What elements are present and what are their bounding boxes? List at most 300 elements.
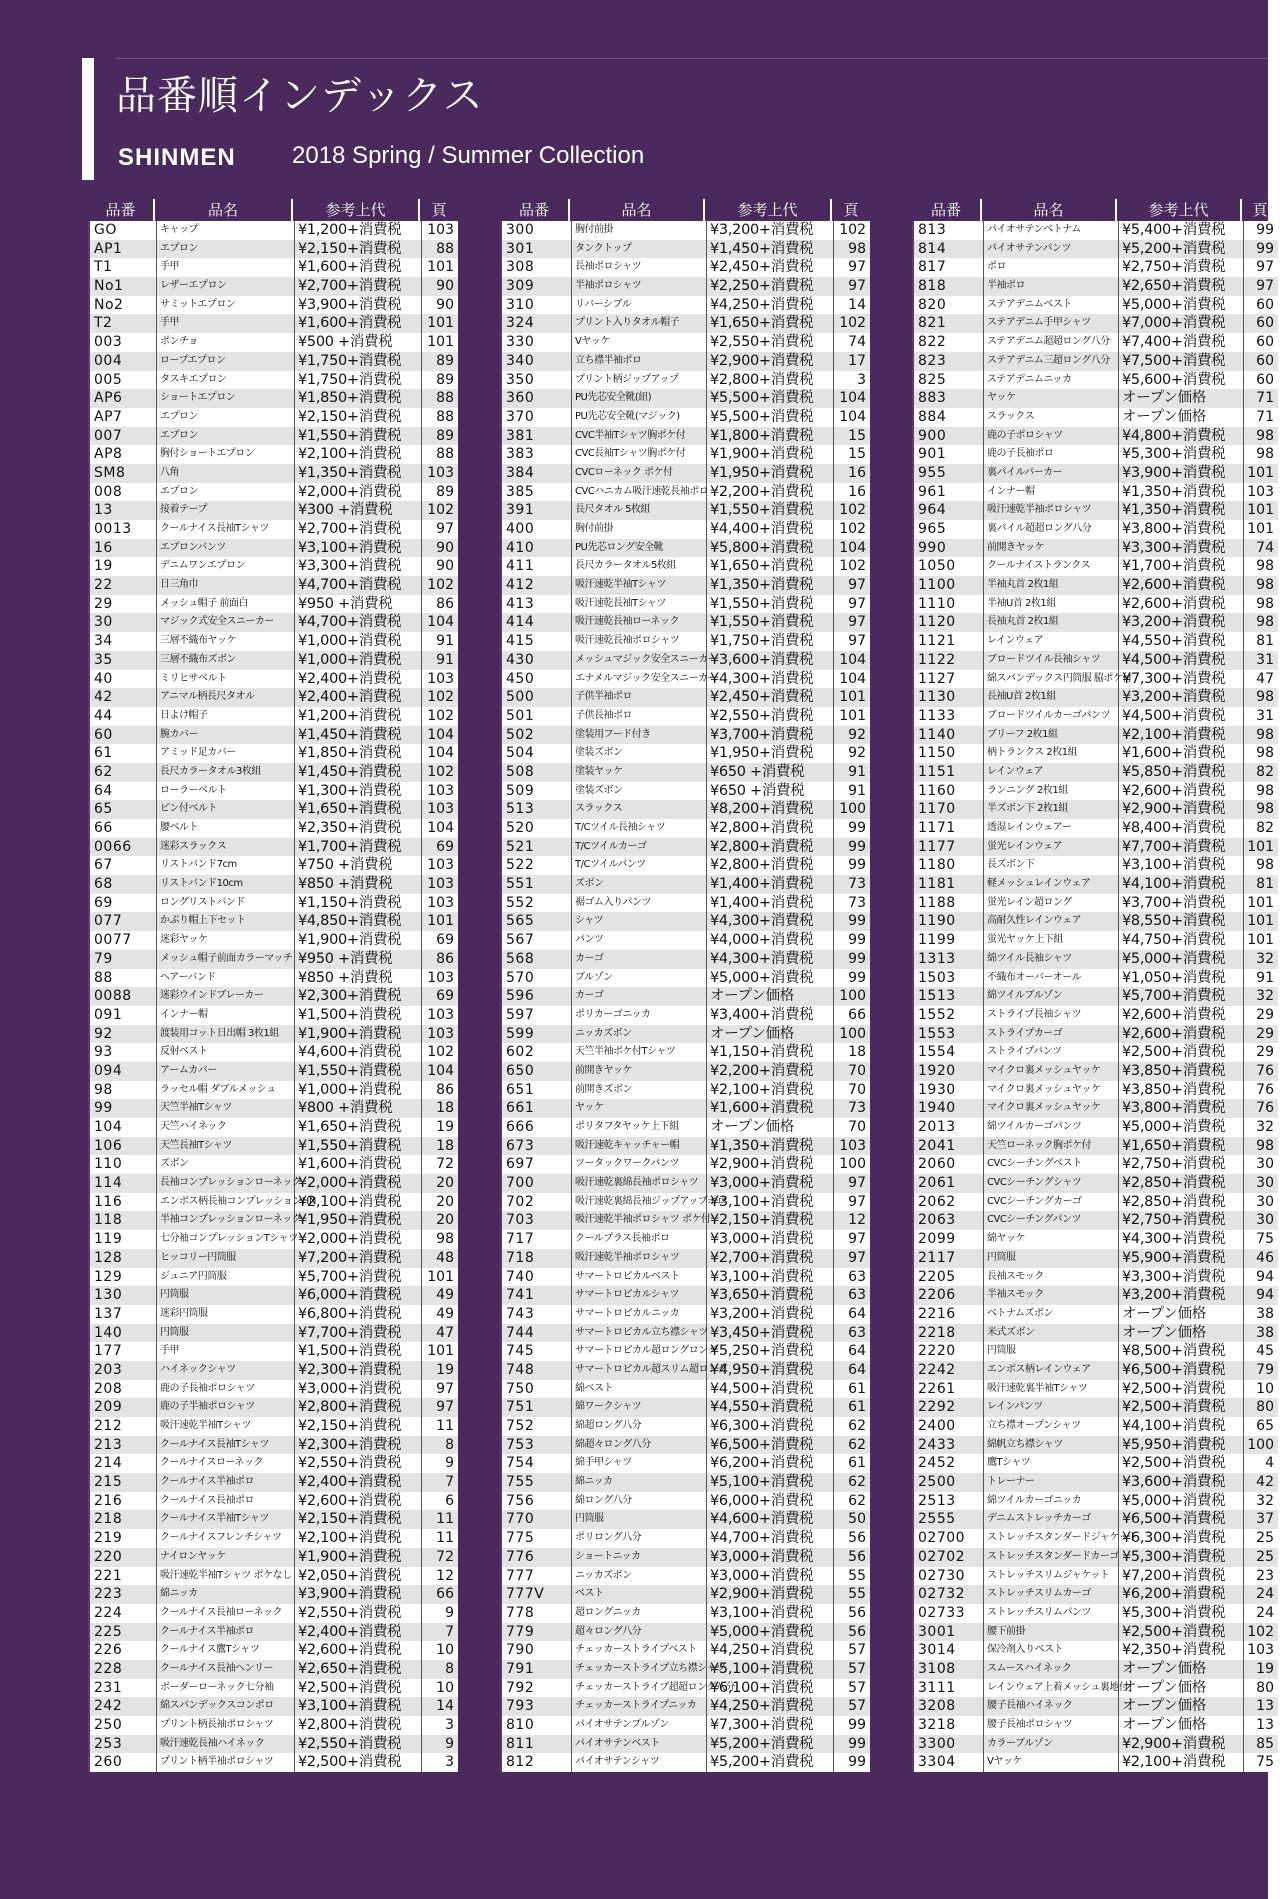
- cell-page: 102: [427, 707, 454, 724]
- table-row: [90, 1697, 458, 1716]
- cell-code: 2216: [914, 1305, 984, 1324]
- table-row: [502, 1585, 870, 1604]
- cell-price: ¥2,850+消費税: [1119, 1174, 1244, 1193]
- cell-name: ヒッコリー円筒服: [157, 1249, 295, 1268]
- cell-page: 64: [848, 1343, 866, 1360]
- cell-code: 094: [90, 1062, 157, 1081]
- table-row: [914, 987, 1278, 1006]
- cell-price: オープン価格: [1119, 1660, 1244, 1679]
- cell-price: ¥2,750+消費税: [1119, 1211, 1244, 1230]
- cell-page: 99: [848, 820, 866, 836]
- cell-price: ¥1,350+消費税: [1119, 501, 1244, 520]
- table-row: [90, 1342, 458, 1361]
- cell-page: 99: [848, 932, 866, 949]
- cell-code: 756: [502, 1492, 572, 1511]
- cell-code: 513: [502, 800, 572, 819]
- cell-price: ¥3,100+消費税: [1119, 856, 1244, 875]
- header-price: 参考上代: [705, 199, 832, 221]
- cell-code: 599: [502, 1025, 572, 1044]
- table-row: [914, 1380, 1278, 1399]
- cell-code: 118: [90, 1211, 157, 1230]
- cell-page: 99: [848, 950, 866, 967]
- table-row: [90, 1716, 458, 1735]
- cell-code: 753: [502, 1436, 572, 1455]
- cell-name: 保冷剤入りベスト: [984, 1641, 1119, 1660]
- cell-code: 410: [502, 539, 572, 558]
- cell-price: ¥2,100+消費税: [1119, 1753, 1244, 1772]
- cell-code: 381: [502, 427, 572, 446]
- cell-price: ¥2,000+消費税: [295, 483, 422, 502]
- cell-code: 666: [502, 1118, 572, 1137]
- cell-price: ¥2,400+消費税: [295, 1473, 422, 1492]
- table-row: [914, 613, 1278, 632]
- table-row: [914, 1473, 1278, 1492]
- cell-code: 310: [502, 296, 572, 315]
- cell-page: 60: [1256, 296, 1274, 313]
- cell-page: 101: [427, 259, 454, 276]
- cell-name: 天竺半袖ポケ付Tシャツ: [572, 1043, 707, 1062]
- cell-price: ¥7,000+消費税: [1119, 314, 1244, 333]
- cell-page: 90: [436, 296, 454, 313]
- cell-code: 98: [90, 1081, 157, 1100]
- cell-price: ¥1,550+消費税: [295, 427, 422, 446]
- cell-code: 793: [502, 1697, 572, 1716]
- cell-code: 413: [502, 595, 572, 614]
- cell-name: 円筒服: [157, 1324, 295, 1343]
- cell-code: 61: [90, 744, 157, 763]
- cell-page: 11: [436, 1418, 454, 1434]
- cell-code: 751: [502, 1398, 572, 1417]
- cell-name: インナー帽: [984, 483, 1119, 502]
- cell-page: 71: [1256, 390, 1274, 407]
- cell-name: エンボス柄レインウェア: [984, 1361, 1119, 1380]
- table-row: [914, 1211, 1278, 1230]
- cell-page: 97: [848, 1175, 866, 1192]
- cell-code: 901: [914, 445, 984, 464]
- table-row: [914, 1623, 1278, 1642]
- cell-price: ¥1,550+消費税: [707, 595, 834, 614]
- cell-code: 0066: [90, 838, 157, 857]
- cell-price: ¥4,700+消費税: [707, 1529, 834, 1548]
- cell-name: T/Cツイル長袖シャツ: [572, 819, 707, 838]
- cell-price: ¥1,900+消費税: [295, 931, 422, 950]
- table-row: [914, 1585, 1278, 1604]
- cell-price: ¥5,700+消費税: [1119, 987, 1244, 1006]
- cell-price: ¥1,350+消費税: [295, 464, 422, 483]
- cell-name: ハイネックシャツ: [157, 1361, 295, 1380]
- cell-price: ¥7,400+消費税: [1119, 333, 1244, 352]
- cell-price: ¥2,800+消費税: [707, 371, 834, 390]
- cell-page: 97: [848, 595, 866, 612]
- table-row: [502, 408, 870, 427]
- cell-code: 411: [502, 557, 572, 576]
- header-name: 品名: [570, 199, 705, 221]
- cell-name: 鷹Tシャツ: [984, 1454, 1119, 1473]
- cell-name: パイオサテンシャツ: [572, 1753, 707, 1772]
- cell-name: 吸汗速乾裏半袖Tシャツ: [984, 1380, 1119, 1399]
- table-row: [914, 576, 1278, 595]
- cell-page: 19: [436, 1361, 454, 1378]
- table-row: [914, 1660, 1278, 1679]
- cell-price: ¥6,000+消費税: [295, 1286, 422, 1305]
- cell-name: ジュニア円筒服: [157, 1268, 295, 1287]
- cell-code: 67: [90, 856, 157, 875]
- table-row: [90, 1174, 458, 1193]
- cell-price: ¥2,500+消費税: [1119, 1043, 1244, 1062]
- cell-page: 20: [436, 1193, 454, 1210]
- table-row: [90, 1623, 458, 1642]
- cell-price: ¥2,550+消費税: [295, 1454, 422, 1473]
- cell-page: 62: [848, 1436, 866, 1453]
- table-row: [914, 258, 1278, 277]
- cell-price: ¥4,250+消費税: [707, 296, 834, 315]
- cell-page: 100: [839, 801, 866, 818]
- cell-page: 103: [427, 782, 454, 799]
- cell-name: 七分袖コンプレッションTシャツ: [157, 1230, 295, 1249]
- cell-name: 子供長袖ポロ: [572, 707, 707, 726]
- cell-page: 97: [848, 614, 866, 631]
- cell-page: 73: [848, 876, 866, 893]
- cell-page: 31: [1256, 707, 1274, 724]
- cell-page: 57: [848, 1642, 866, 1659]
- cell-name: 吸汗速乾裏綿長袖ジップアップポロ: [572, 1193, 707, 1212]
- table-row: [914, 557, 1278, 576]
- cell-page: 97: [1256, 278, 1274, 295]
- cell-price: ¥3,800+消費税: [1119, 1099, 1244, 1118]
- cell-name: 長尺カラータオル3枚組: [157, 763, 295, 782]
- cell-name: レインウェア: [984, 763, 1119, 782]
- table-row: [914, 371, 1278, 390]
- table-row: [90, 1548, 458, 1567]
- cell-name: PU先芯ロング安全靴: [572, 539, 707, 558]
- table-row: [502, 987, 870, 1006]
- cell-page: 25: [1256, 1548, 1274, 1565]
- cell-code: 504: [502, 744, 572, 763]
- cell-price: ¥500 +消費税: [295, 333, 422, 352]
- table-row: [90, 651, 458, 670]
- cell-page: 29: [1256, 1044, 1274, 1061]
- cell-code: 965: [914, 520, 984, 539]
- cell-page: 9: [445, 1455, 454, 1472]
- cell-price: オープン価格: [1119, 1716, 1244, 1735]
- table-row: [90, 1604, 458, 1623]
- cell-name: 円筒服: [984, 1249, 1119, 1268]
- cell-code: 400: [502, 520, 572, 539]
- cell-name: ベトナムズボン: [984, 1305, 1119, 1324]
- table-row: [914, 1043, 1278, 1062]
- cell-name: レインパンツ: [984, 1398, 1119, 1417]
- cell-code: 1050: [914, 557, 984, 576]
- cell-code: 16: [90, 539, 157, 558]
- table-row: [914, 782, 1278, 801]
- cell-page: 7: [445, 1474, 454, 1491]
- cell-page: 48: [436, 1249, 454, 1266]
- cell-price: ¥2,150+消費税: [295, 240, 422, 259]
- cell-page: 98: [1256, 689, 1274, 706]
- cell-code: 2261: [914, 1380, 984, 1399]
- cell-name: エプロン: [157, 408, 295, 427]
- table-row: [90, 744, 458, 763]
- cell-code: 1513: [914, 987, 984, 1006]
- cell-name: クールナイスローネック: [157, 1454, 295, 1473]
- cell-price: ¥2,150+消費税: [295, 1417, 422, 1436]
- cell-price: ¥1,750+消費税: [707, 632, 834, 651]
- cell-name: 高耐久性レインウェア: [984, 912, 1119, 931]
- cell-page: 24: [1256, 1604, 1274, 1621]
- table-row: [502, 1249, 870, 1268]
- table-row: [914, 314, 1278, 333]
- cell-price: ¥2,850+消費税: [1119, 1193, 1244, 1212]
- header-code: 品番: [500, 199, 570, 221]
- cell-page: 98: [1256, 1137, 1274, 1154]
- table-row: [914, 707, 1278, 726]
- table-row: [90, 1193, 458, 1212]
- cell-name: ズボン: [157, 1155, 295, 1174]
- cell-price: ¥2,900+消費税: [707, 352, 834, 371]
- table-row: [90, 1081, 458, 1100]
- cell-code: 119: [90, 1230, 157, 1249]
- table-row: [90, 314, 458, 333]
- table-row: [914, 763, 1278, 782]
- cell-price: ¥2,800+消費税: [707, 819, 834, 838]
- table-row: [502, 221, 870, 240]
- cell-page: 24: [1256, 1586, 1274, 1603]
- cell-page: 18: [436, 1100, 454, 1117]
- cell-price: ¥3,700+消費税: [707, 726, 834, 745]
- cell-page: 98: [1256, 446, 1274, 463]
- cell-price: ¥2,300+消費税: [295, 1436, 422, 1455]
- cell-price: ¥3,300+消費税: [1119, 1268, 1244, 1287]
- cell-price: ¥4,600+消費税: [295, 1043, 422, 1062]
- cell-page: 100: [839, 1025, 866, 1042]
- table-row: [90, 296, 458, 315]
- cell-price: ¥3,200+消費税: [1119, 613, 1244, 632]
- table-row: [502, 277, 870, 296]
- cell-code: 673: [502, 1137, 572, 1156]
- cell-code: 3108: [914, 1660, 984, 1679]
- header-code: 品番: [912, 199, 982, 221]
- cell-name: エナメルマジック安全スニーカー: [572, 670, 707, 689]
- cell-code: 1127: [914, 670, 984, 689]
- cell-price: ¥6,500+消費税: [1119, 1510, 1244, 1529]
- cell-price: ¥2,650+消費税: [295, 1660, 422, 1679]
- table-row: [502, 632, 870, 651]
- table-row: [502, 595, 870, 614]
- table-row: [90, 1137, 458, 1156]
- cell-price: ¥4,300+消費税: [1119, 1230, 1244, 1249]
- cell-name: 長袖U首 2枚1組: [984, 688, 1119, 707]
- cell-name: クールプラス長袖ポロ: [572, 1230, 707, 1249]
- cell-name: 吸汗速乾裏綿長袖ポロシャツ: [572, 1174, 707, 1193]
- table-row: [502, 240, 870, 259]
- table-row: [502, 1454, 870, 1473]
- cell-name: サマートロピカル超ロングロング: [572, 1342, 707, 1361]
- cell-price: ¥2,000+消費税: [295, 1174, 422, 1193]
- cell-name: 胸付前掛: [572, 520, 707, 539]
- cell-code: 2013: [914, 1118, 984, 1137]
- cell-name: ストレッチスタンダードカーゴ: [984, 1548, 1119, 1567]
- index-table-2: [500, 199, 870, 1772]
- cell-code: 521: [502, 838, 572, 857]
- cell-page: 104: [427, 726, 454, 743]
- cell-price: ¥3,850+消費税: [1119, 1081, 1244, 1100]
- cell-name: 蛍光ヤッケ上下組: [984, 931, 1119, 950]
- cell-code: 22: [90, 576, 157, 595]
- cell-name: カラーブルゾン: [984, 1735, 1119, 1754]
- cell-name: リバーシブル: [572, 296, 707, 315]
- cell-name: リストバンド7cm: [157, 856, 295, 875]
- cell-page: 47: [1256, 670, 1274, 687]
- cell-name: ミリヒサベルト: [157, 670, 295, 689]
- cell-name: 塗装ヤッケ: [572, 763, 707, 782]
- cell-code: 350: [502, 371, 572, 390]
- table-row: [90, 352, 458, 371]
- table-row: [502, 1716, 870, 1735]
- cell-page: 6: [445, 1492, 454, 1509]
- cell-price: ¥4,500+消費税: [707, 1380, 834, 1399]
- cell-page: 88: [436, 446, 454, 463]
- cell-page: 13: [1256, 1698, 1274, 1715]
- cell-price: ¥2,100+消費税: [295, 1529, 422, 1548]
- cell-name: 三層不織布ヤッケ: [157, 632, 295, 651]
- cell-name: メッシュ帽子 前面白: [157, 595, 295, 614]
- cell-name: 胸付前掛: [572, 221, 707, 240]
- cell-name: 長ズボン下: [984, 856, 1119, 875]
- cell-code: 3001: [914, 1623, 984, 1642]
- cell-price: ¥6,000+消費税: [707, 1492, 834, 1511]
- cell-code: 02730: [914, 1567, 984, 1586]
- cell-price: ¥4,750+消費税: [1119, 931, 1244, 950]
- table-row: [502, 1043, 870, 1062]
- table-row: [914, 483, 1278, 502]
- cell-price: ¥2,600+消費税: [1119, 576, 1244, 595]
- table-row: [90, 1324, 458, 1343]
- cell-page: 73: [848, 1100, 866, 1117]
- cell-code: 450: [502, 670, 572, 689]
- cell-name: ピン付ベルト: [157, 800, 295, 819]
- cell-page: 103: [427, 857, 454, 874]
- cell-page: 102: [1247, 1623, 1274, 1640]
- cell-page: 66: [848, 1006, 866, 1023]
- cell-page: 66: [436, 1586, 454, 1603]
- cell-name: ヤッケ: [984, 389, 1119, 408]
- table-row: [502, 483, 870, 502]
- cell-name: ポンチョ: [157, 333, 295, 352]
- cell-name: 長袖丸首 2枚1組: [984, 613, 1119, 632]
- cell-code: 2500: [914, 1473, 984, 1492]
- cell-name: 塗装ズボン: [572, 782, 707, 801]
- cell-page: 97: [848, 1249, 866, 1266]
- cell-code: 129: [90, 1268, 157, 1287]
- cell-price: ¥5,000+消費税: [1119, 1492, 1244, 1511]
- cell-name: 半袖丸首 2枚1組: [984, 576, 1119, 595]
- cell-code: AP1: [90, 240, 157, 259]
- cell-price: ¥2,450+消費税: [707, 258, 834, 277]
- cell-name: 接着テープ: [157, 501, 295, 520]
- cell-page: 63: [848, 1324, 866, 1341]
- cell-page: 97: [848, 1193, 866, 1210]
- cell-name: ニッカズボン: [572, 1567, 707, 1586]
- cell-code: 552: [502, 894, 572, 913]
- cell-price: オープン価格: [1119, 1305, 1244, 1324]
- cell-code: 0013: [90, 520, 157, 539]
- table-row: [502, 1361, 870, 1380]
- table-row: [914, 931, 1278, 950]
- cell-code: 324: [502, 314, 572, 333]
- cell-page: 91: [436, 633, 454, 650]
- cell-page: 15: [848, 446, 866, 463]
- cell-code: 1140: [914, 726, 984, 745]
- cell-page: 32: [1256, 1492, 1274, 1509]
- table-row: [914, 1417, 1278, 1436]
- table-row: [502, 688, 870, 707]
- table-row: [502, 427, 870, 446]
- cell-page: 18: [436, 1137, 454, 1154]
- brand-name: SHINMEN: [118, 144, 236, 171]
- cell-page: 104: [427, 745, 454, 762]
- table-row: [914, 333, 1278, 352]
- cell-name: アニマル柄長尺タオル: [157, 688, 295, 707]
- cell-name: ステアデニム三超ロング八分: [984, 352, 1119, 371]
- cell-name: 蛍光レイン超ロング: [984, 894, 1119, 913]
- cell-name: トレーナー: [984, 1473, 1119, 1492]
- cell-price: ¥1,600+消費税: [295, 1155, 422, 1174]
- cell-code: 814: [914, 240, 984, 259]
- table-row: [914, 1249, 1278, 1268]
- cell-name: 綿超々ロング八分: [572, 1436, 707, 1455]
- cell-code: 224: [90, 1604, 157, 1623]
- cell-code: 13: [90, 501, 157, 520]
- table-body: [500, 221, 870, 1772]
- table-row: [90, 427, 458, 446]
- cell-page: 13: [1256, 1717, 1274, 1733]
- cell-name: 円筒服: [984, 1342, 1119, 1361]
- cell-page: 94: [1256, 1287, 1274, 1304]
- table-row: [914, 1361, 1278, 1380]
- cell-price: ¥3,450+消費税: [707, 1324, 834, 1343]
- table-row: [502, 501, 870, 520]
- cell-name: 綿手甲シャツ: [572, 1454, 707, 1473]
- cell-name: 綿ツイルカーゴニッカ: [984, 1492, 1119, 1511]
- cell-page: 102: [839, 521, 866, 537]
- table-row: [502, 1268, 870, 1287]
- cell-price: オープン価格: [1119, 389, 1244, 408]
- cell-price: ¥3,900+消費税: [295, 1585, 422, 1604]
- table-row: [90, 969, 458, 988]
- table-row: [502, 1548, 870, 1567]
- cell-page: 57: [848, 1660, 866, 1677]
- table-row: [914, 1436, 1278, 1455]
- cell-name: 天竺ローネック胸ポケ付: [984, 1137, 1119, 1156]
- cell-page: 10: [436, 1679, 454, 1696]
- cell-code: 19: [90, 557, 157, 576]
- cell-name: ポリカーゴニッカ: [572, 1006, 707, 1025]
- table-row: [90, 221, 458, 240]
- cell-price: ¥2,550+消費税: [707, 707, 834, 726]
- cell-page: 99: [848, 913, 866, 930]
- table-row: [90, 576, 458, 595]
- cell-code: 02700: [914, 1529, 984, 1548]
- cell-page: 69: [436, 988, 454, 1005]
- cell-page: 104: [839, 539, 866, 556]
- table-row: [90, 1380, 458, 1399]
- cell-code: 500: [502, 688, 572, 707]
- cell-name: 迷彩ヤッケ: [157, 931, 295, 950]
- table-row: [502, 1118, 870, 1137]
- cell-name: パンツ: [572, 931, 707, 950]
- cell-code: No2: [90, 296, 157, 315]
- cell-name: CVCシーチングベスト: [984, 1155, 1119, 1174]
